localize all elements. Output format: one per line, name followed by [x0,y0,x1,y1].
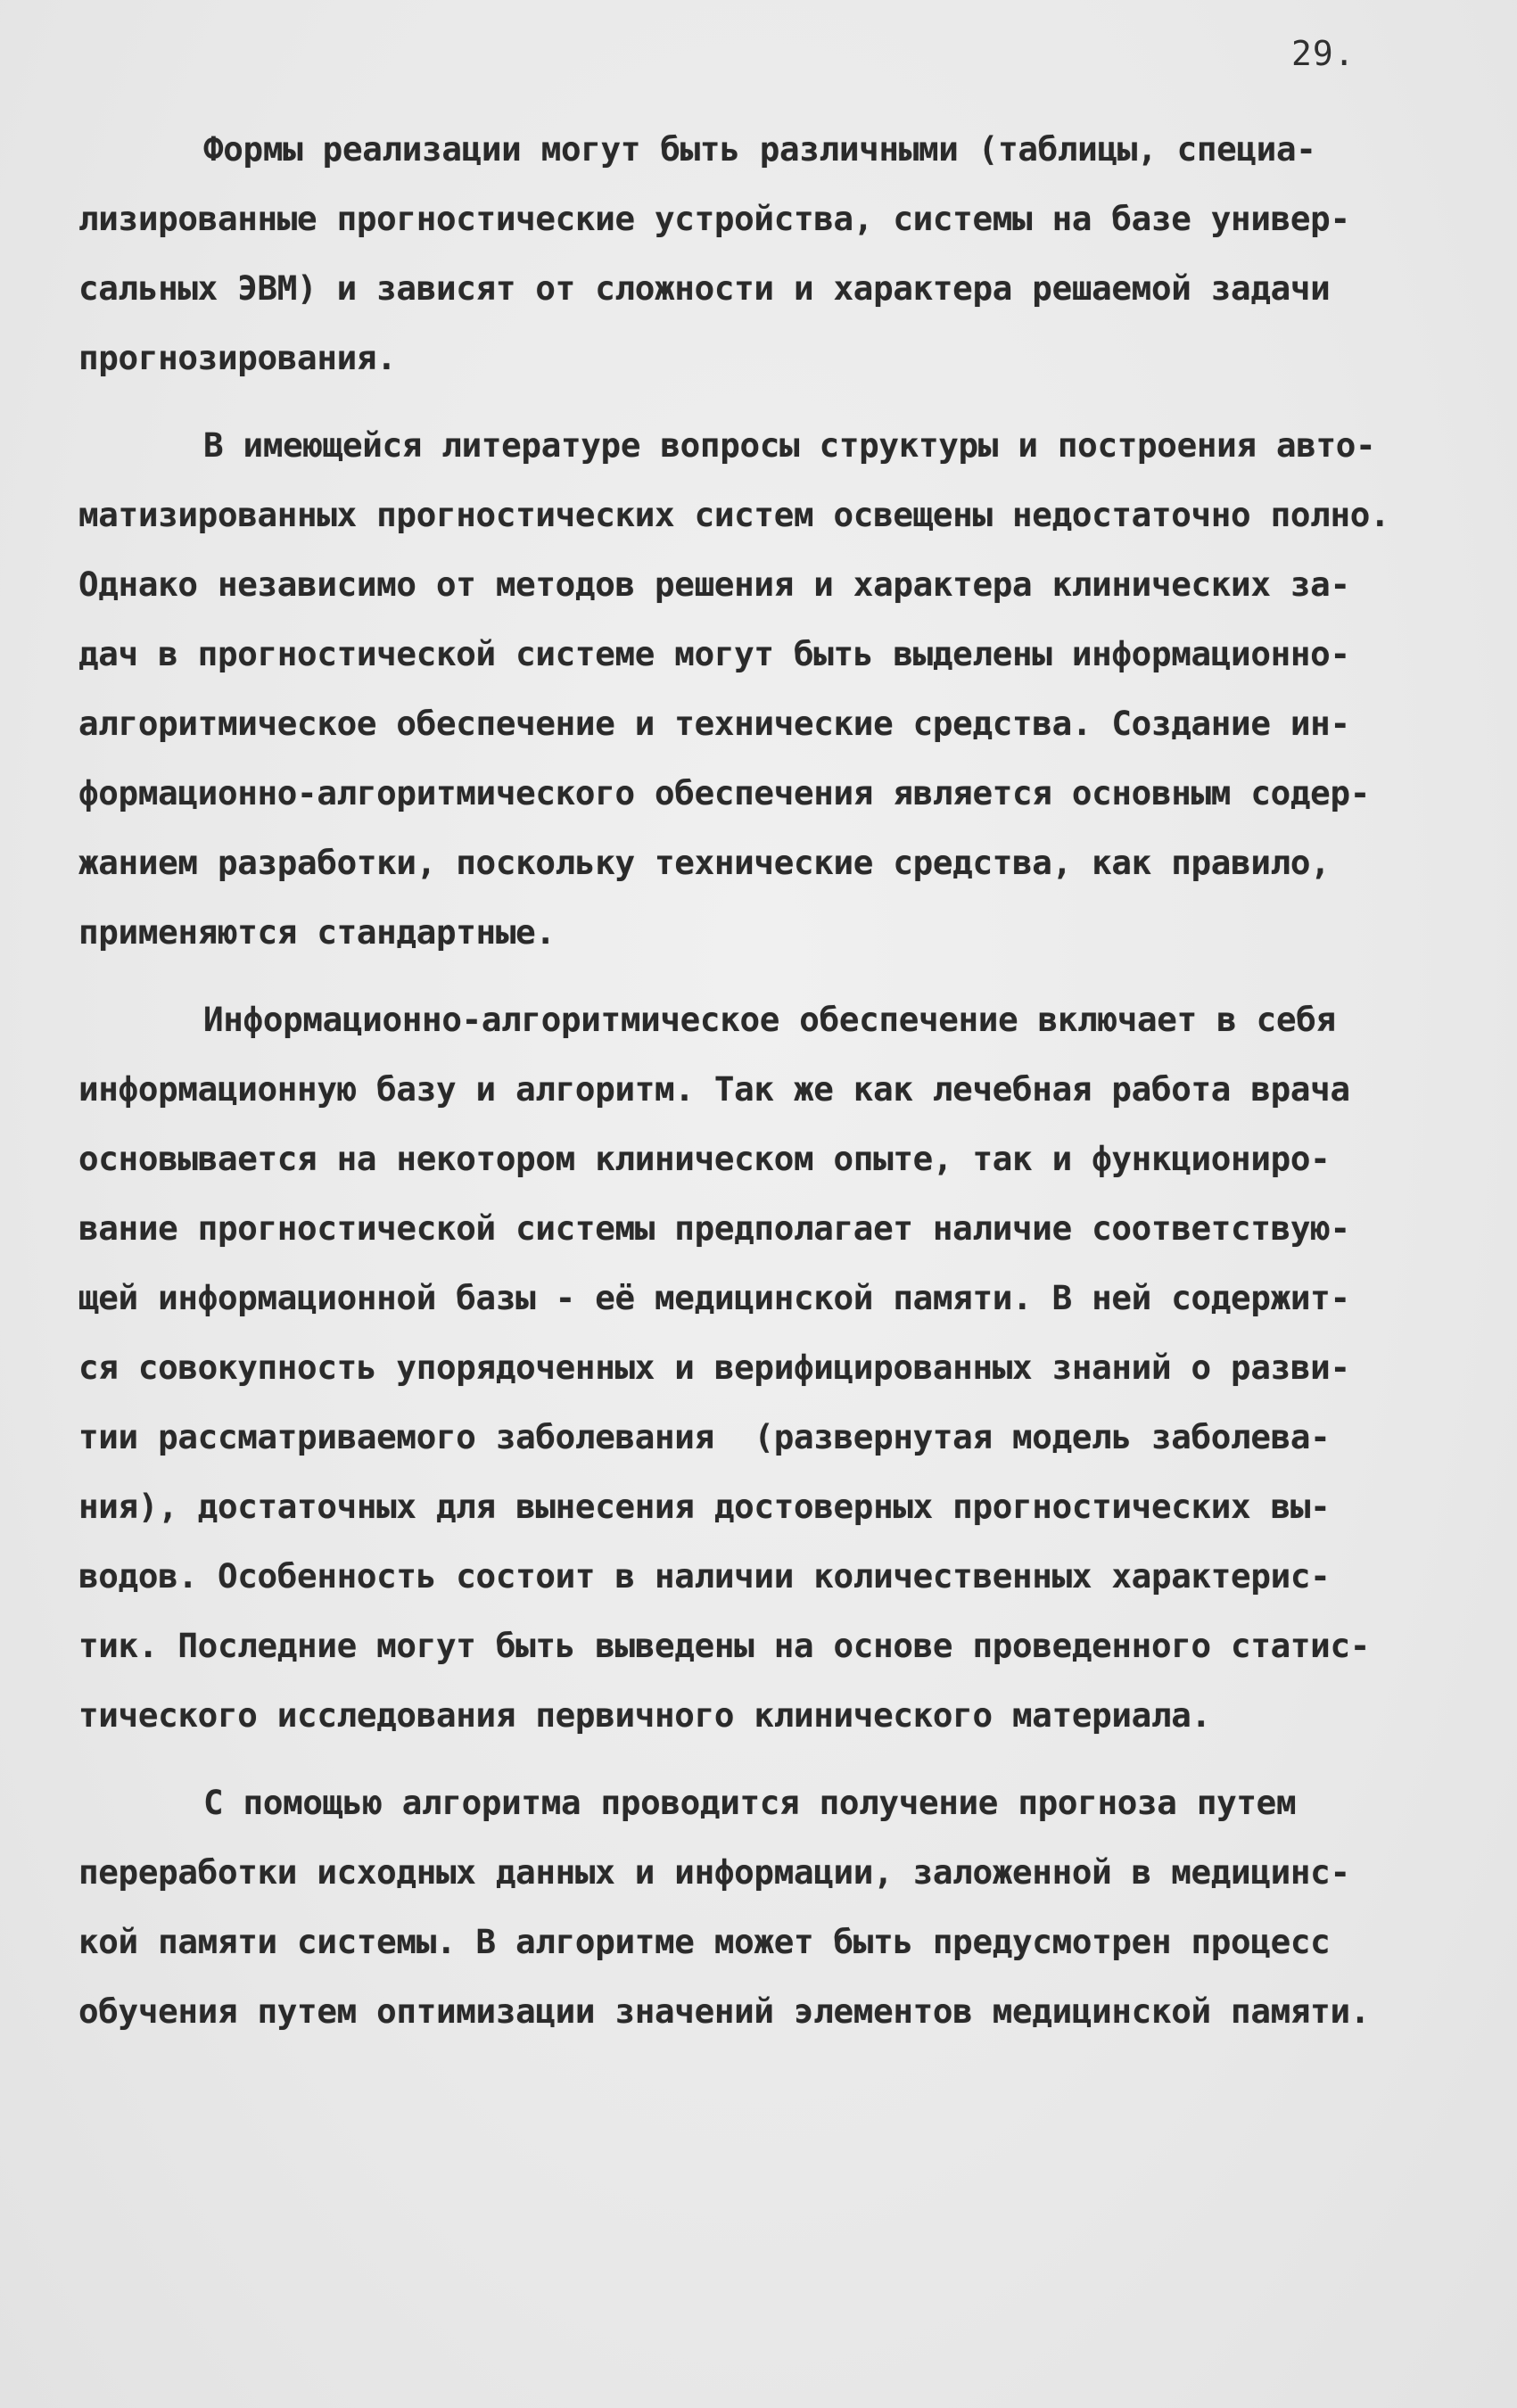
paragraph-2-line-7: жанием разработки, поскольку технические средства, как правило, [78,843,1331,882]
paragraph-2-line-3: Однако независимо от методов решения и характера клинических за- [78,565,1350,604]
paragraph-1-line-3: сальных ЭВМ) и зависят от сложности и характера решаемой задачи [78,268,1331,308]
paragraph-gap [78,967,1434,985]
paragraph-3-line-6: ся совокупность упорядоченных и верифицированных знаний о разви- [78,1348,1350,1387]
paragraph-2-line-4: дач в прогностической системе могут быть выделены информационно- [78,634,1350,673]
paragraph-3-line-10: тик. Последние могут быть выведены на основе проведенного статис- [78,1626,1370,1665]
page-number: 29. [1291,34,1356,73]
paragraph-3-line-2: информационную базу и алгоритм. Так же как лечебная работа врача [78,1069,1350,1109]
paragraph-3-line-4: вание прогностической системы предполагает наличие соответствую- [78,1208,1350,1248]
paragraph-3-line-11: тического исследования первичного клинического материала. [78,1695,1211,1735]
paragraph-gap [78,392,1434,410]
paragraph-4-line-4: обучения путем оптимизации значений элементов медицинской памяти. [78,1992,1370,2031]
paragraph-2-line-5: алгоритмическое обеспечение и технические средства. Создание ин- [78,704,1350,743]
paragraph-4-line-3: кой памяти системы. В алгоритме может быть предусмотрен процесс [78,1922,1331,1961]
paragraph-1-line-2: лизированные прогностические устройства, системы на базе универ- [78,199,1350,238]
paragraph-3-line-8: ния), достаточных для вынесения достоверных прогностических вы- [78,1487,1331,1526]
paragraph-3-line-1: Информационно-алгоритмическое обеспечение включает в себя [203,1000,1336,1039]
body-text [78,114,1434,2046]
paragraph-2-line-6: формационно-алгоритмического обеспечения является основным содер- [78,773,1370,812]
paragraph-3-line-3: основывается на некотором клиническом опыте, так и функциониро- [78,1139,1331,1178]
paragraph-1-line-4: прогнозирования. [78,338,397,377]
paragraph-4-line-1: С помощью алгоритма проводится получение прогноза путем [203,1783,1297,1822]
paragraph-3-line-9: водов. Особенность состоит в наличии количественных характерис- [78,1556,1331,1596]
paragraph-1-line-1: Формы реализации могут быть различными (таблицы, специа- [203,129,1316,169]
paragraph-2-line-8: применяются стандартные. [78,912,556,952]
paragraph-4-line-2: переработки исходных данных и информации, заложенной в медицинс- [78,1852,1350,1892]
paragraph-3-line-5: щей информационной базы - её медицинской памяти. В ней содержит- [78,1278,1350,1317]
paragraph-gap [78,1750,1434,1768]
paragraph-2-line-1: В имеющейся литературе вопросы структуры и построения авто- [203,425,1376,465]
paragraph-3-line-7: тии рассматриваемого заболевания (развернутая модель заболева- [78,1417,1331,1456]
paragraph-2-line-2: матизированных прогностических систем освещены недостаточно полно. [78,495,1390,534]
